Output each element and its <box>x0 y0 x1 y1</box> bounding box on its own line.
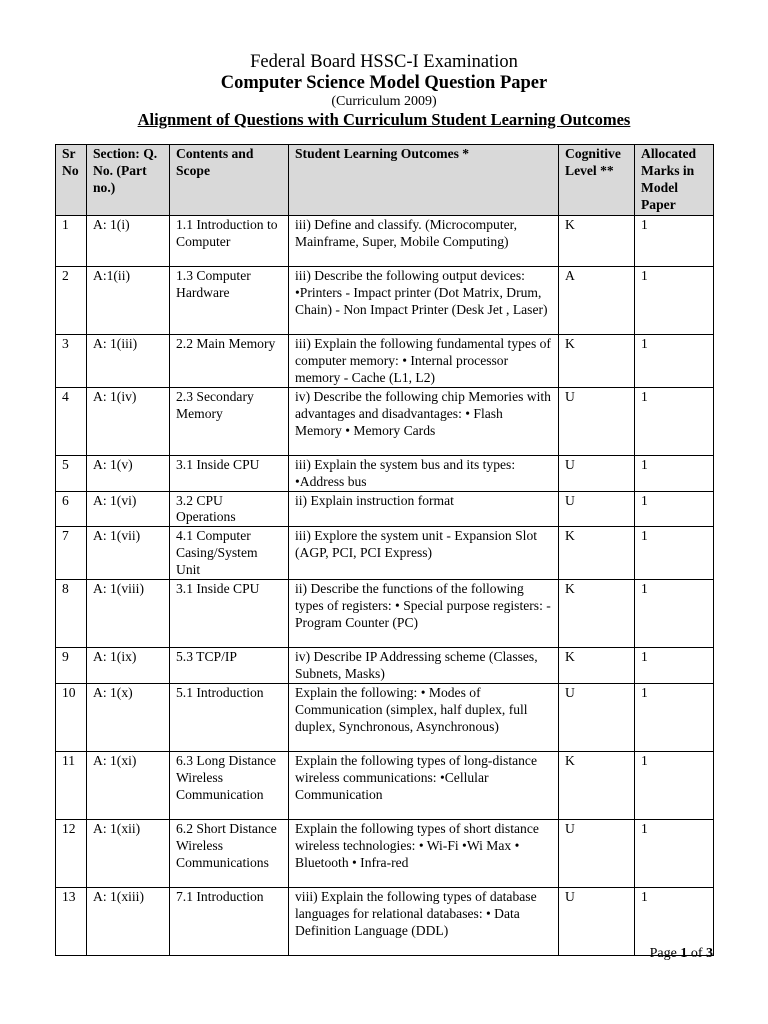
cell-cognitive-level: U <box>559 819 635 887</box>
cell-contents: 1.3 Computer Hardware <box>170 267 289 335</box>
cell-cognitive-level: K <box>559 648 635 684</box>
cell-section: A: 1(iii) <box>87 335 170 388</box>
cell-sr-no: 9 <box>56 648 87 684</box>
cell-sr-no: 3 <box>56 335 87 388</box>
cell-marks: 1 <box>635 887 714 955</box>
cell-marks: 1 <box>635 216 714 267</box>
cell-cognitive-level: U <box>559 683 635 751</box>
cell-contents: 5.1 Introduction <box>170 683 289 751</box>
table-row <box>56 751 714 819</box>
cell-slo: iii) Explore the system unit - Expansion Slot (AGP, PCI, PCI Express) <box>289 527 559 580</box>
cell-section: A: 1(i) <box>87 216 170 267</box>
column-header-sr-no: Sr No <box>56 145 87 216</box>
cell-slo: iii) Explain the system bus and its types: •Address bus <box>289 455 559 491</box>
cell-section: A: 1(xii) <box>87 819 170 887</box>
cell-section: A: 1(vii) <box>87 527 170 580</box>
cell-cognitive-level: U <box>559 455 635 491</box>
cell-cognitive-level: K <box>559 580 635 648</box>
curriculum-year: (Curriculum 2009) <box>331 94 437 109</box>
cell-section: A: 1(iv) <box>87 387 170 455</box>
table-row <box>56 887 714 955</box>
table-row <box>56 387 714 455</box>
column-header-marks: Allocated Marks in Model Paper <box>635 145 714 216</box>
table-row <box>56 580 714 648</box>
cell-slo: ii) Explain instruction format <box>289 491 559 527</box>
page-number <box>650 946 713 962</box>
cell-marks: 1 <box>635 491 714 527</box>
cell-marks: 1 <box>635 267 714 335</box>
cell-slo: iv) Describe the following chip Memories with advantages and disadvantages: • Flash Memory • Memory Cards <box>289 387 559 455</box>
cell-marks: 1 <box>635 387 714 455</box>
cell-sr-no: 12 <box>56 819 87 887</box>
column-header-contents: Contents and Scope <box>170 145 289 216</box>
cell-cognitive-level: K <box>559 216 635 267</box>
cell-slo: iii) Explain the following fundamental types of computer memory: • Internal processor memory - Cache (L1, L2) <box>289 335 559 388</box>
cell-contents: 5.3 TCP/IP <box>170 648 289 684</box>
table-row <box>56 335 714 388</box>
column-header-cognitive-level: Cognitive Level ** <box>559 145 635 216</box>
cell-sr-no: 13 <box>56 887 87 955</box>
table-row <box>56 455 714 491</box>
cell-sr-no: 7 <box>56 527 87 580</box>
cell-slo: iii) Describe the following output devices: •Printers - Impact printer (Dot Matrix, Drum, Chain) - Non Impact Printer (Desk Jet , Laser) <box>289 267 559 335</box>
page-of-label: of <box>690 946 703 961</box>
cell-section: A: 1(xiii) <box>87 887 170 955</box>
page-label: Page <box>649 946 677 961</box>
cell-contents: 3.1 Inside CPU <box>170 580 289 648</box>
cell-sr-no: 5 <box>56 455 87 491</box>
cell-contents: 3.1 Inside CPU <box>170 455 289 491</box>
cell-section: A:1(ii) <box>87 267 170 335</box>
page-total: 3 <box>706 946 713 961</box>
cell-sr-no: 4 <box>56 387 87 455</box>
cell-marks: 1 <box>635 683 714 751</box>
table-header-row <box>56 145 714 216</box>
column-header-slo: Student Learning Outcomes * <box>289 145 559 216</box>
cell-contents: 2.2 Main Memory <box>170 335 289 388</box>
cell-contents: 7.1 Introduction <box>170 887 289 955</box>
cell-cognitive-level: A <box>559 267 635 335</box>
cell-marks: 1 <box>635 455 714 491</box>
cell-contents: 4.1 Computer Casing/System Unit <box>170 527 289 580</box>
cell-slo: iv) Describe IP Addressing scheme (Classes, Subnets, Masks) <box>289 648 559 684</box>
table-row <box>56 216 714 267</box>
cell-sr-no: 6 <box>56 491 87 527</box>
cell-marks: 1 <box>635 751 714 819</box>
cell-cognitive-level: U <box>559 491 635 527</box>
exam-board-title: Federal Board HSSC-I Examination <box>250 52 518 72</box>
cell-slo: Explain the following: • Modes of Communication (simplex, half duplex, full duplex, Synchronous, Asynchronous) <box>289 683 559 751</box>
cell-slo: Explain the following types of long-distance wireless communications: •Cellular Communication <box>289 751 559 819</box>
cell-cognitive-level: U <box>559 387 635 455</box>
cell-marks: 1 <box>635 335 714 388</box>
cell-cognitive-level: K <box>559 527 635 580</box>
cell-sr-no: 8 <box>56 580 87 648</box>
cell-contents: 2.3 Secondary Memory <box>170 387 289 455</box>
table-row <box>56 819 714 887</box>
table-row <box>56 527 714 580</box>
table-row <box>56 683 714 751</box>
cell-contents: 3.2 CPU Operations <box>170 491 289 527</box>
cell-contents: 1.1 Introduction to Computer <box>170 216 289 267</box>
column-header-section: Section: Q. No. (Part no.) <box>87 145 170 216</box>
cell-cognitive-level: U <box>559 887 635 955</box>
cell-marks: 1 <box>635 527 714 580</box>
page-current: 1 <box>680 946 688 961</box>
paper-title: Computer Science Model Question Paper <box>220 73 548 93</box>
cell-sr-no: 1 <box>56 216 87 267</box>
cell-contents: 6.3 Long Distance Wireless Communication <box>170 751 289 819</box>
cell-section: A: 1(viii) <box>87 580 170 648</box>
alignment-heading: Alignment of Questions with Curriculum Student Learning Outcomes <box>137 110 631 129</box>
cell-section: A: 1(ix) <box>87 648 170 684</box>
cell-slo: iii) Define and classify. (Microcomputer, Mainframe, Super, Mobile Computing) <box>289 216 559 267</box>
cell-cognitive-level: K <box>559 335 635 388</box>
cell-slo: ii) Describe the functions of the following types of registers: • Special purpose registers: - Program Counter (PC) <box>289 580 559 648</box>
table-row <box>56 648 714 684</box>
cell-section: A: 1(x) <box>87 683 170 751</box>
cell-section: A: 1(vi) <box>87 491 170 527</box>
cell-marks: 1 <box>635 819 714 887</box>
cell-sr-no: 11 <box>56 751 87 819</box>
cell-marks: 1 <box>635 580 714 648</box>
cell-slo: Explain the following types of short distance wireless technologies: • Wi-Fi •Wi Max • Bluetooth • Infra-red <box>289 819 559 887</box>
cell-sr-no: 2 <box>56 267 87 335</box>
table-row <box>56 491 714 527</box>
cell-cognitive-level: K <box>559 751 635 819</box>
table-row <box>56 267 714 335</box>
cell-contents: 6.2 Short Distance Wireless Communications <box>170 819 289 887</box>
cell-section: A: 1(v) <box>87 455 170 491</box>
cell-slo: viii) Explain the following types of database languages for relational databases: • Data Definition Language (DDL) <box>289 887 559 955</box>
alignment-table <box>55 144 714 956</box>
cell-sr-no: 10 <box>56 683 87 751</box>
cell-section: A: 1(xi) <box>87 751 170 819</box>
cell-marks: 1 <box>635 648 714 684</box>
